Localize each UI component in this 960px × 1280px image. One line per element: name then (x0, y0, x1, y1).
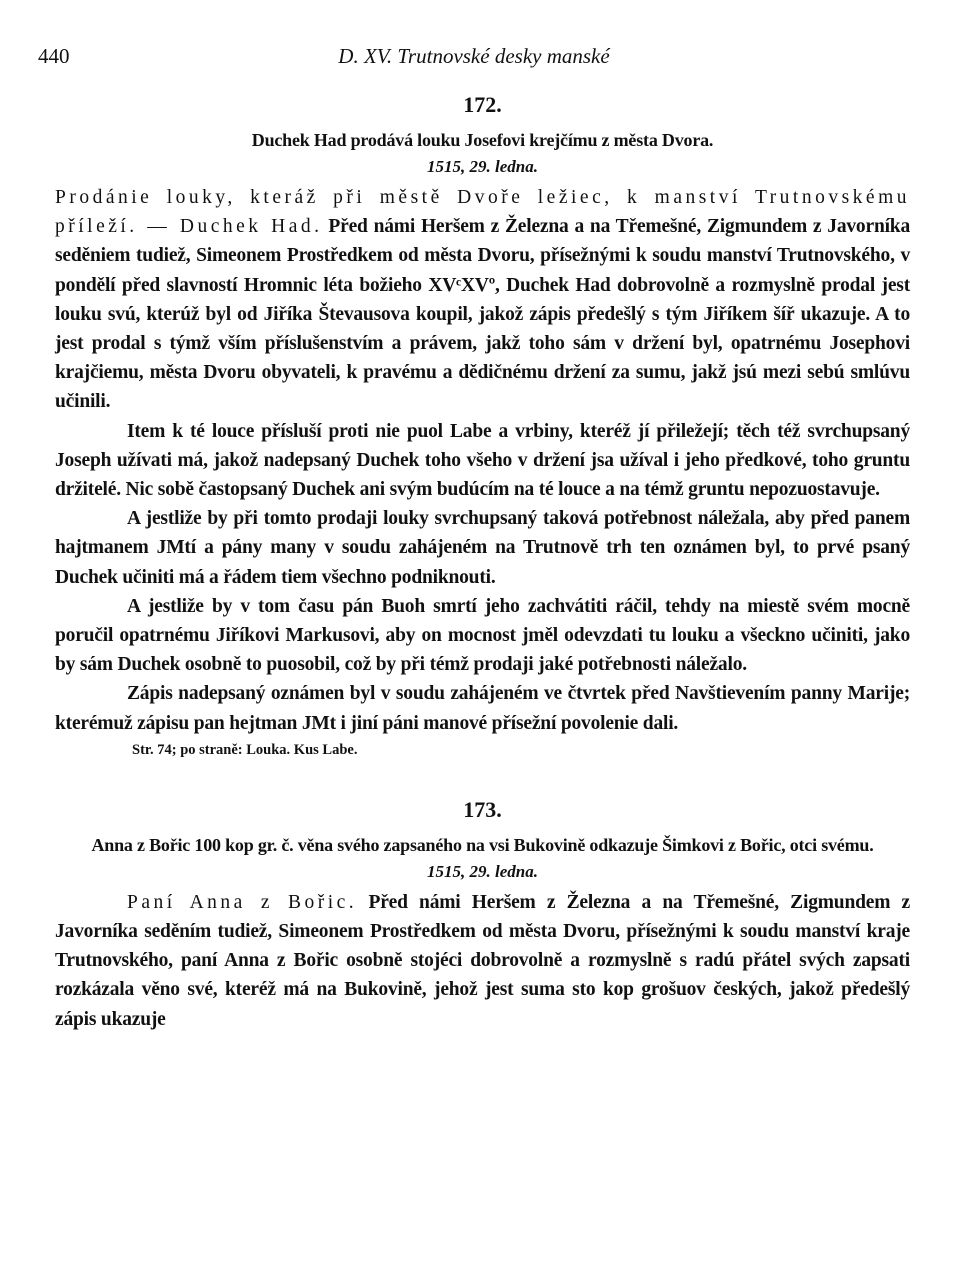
entry-paragraph: Zápis nadepsaný oznámen byl v soudu zahájeném ve čtvrtek před Navštievením panny Marije; kterémuž zápisu pan hejtman JMt i jiní páni manové přísežní povolenie dali. (55, 683, 910, 734)
entry-paragraph: Item k té louce přísluší proti nie puol Labe a vrbiny, kteréž jí přiležejí; těch též svrchupsaný Joseph užívati má, jakož nadepsaný Duchek toho všeho v držení jsa užíval i jeho předkové, toho gruntu držitelé. Nic sobě častopsaný Duchek ani svým budúcím na té louce a na témž gruntu nepozuostavuje. (55, 420, 910, 501)
entry-date: 1515, 29. ledna. (427, 861, 538, 881)
entry-paragraph-text: Před námi Heršem z Železna a na Třemešné, Zigmundem z Javorníka seděniem tudiež, Simeonem Prostředkem od města Dvoru, přísežnými k soudu manství Trutnovského, v pondělí před slavností Hromnic léta božieho XVᶜXVº, Duchek Had dobrovolně a rozmyslně prodal jest louku svú, kterúž byl od Jiříka Števausova koupil, jakož zápis předešlý s tým Jiříkem šíř ukazuje. A to jest prodal s týmž vším příslušenstvím a právem, jakž toho sám v držení byl, opatrnému Josephovi krajčiemu, města Dvoru obyvateli, k pravému a dědičnému držení za sumu, jakž jsú mezi sebú smlúvu učinili. (55, 216, 910, 413)
running-title: D. XV. Trutnovské desky manské (338, 44, 610, 68)
entry-paragraph: A jestliže by v tom času pán Buoh smrtí jeho zachvátiti ráčil, tehdy na miestě svém mocně poručil opatrnému Jiříkovi Markusovi, aby on mocnost jměl odevzdati tu louku a všeckno učiniti, jako by sám Duchek osobně to puosobil, což by při témž prodaji jaké potřebnosti náležalo. (55, 595, 910, 676)
entry-paragraph (55, 888, 910, 1034)
entry-paragraph (55, 183, 910, 417)
page-number: 440 (38, 44, 70, 68)
source-note: Str. 74; po straně: Louka. Kus Labe. (132, 741, 358, 758)
entry-paragraph-text: Před námi Heršem z Železna a na Třemešné, Zigmundem z Javorníka seděním tudiež, Simeonem Prostředkem od města Dvoru, přísežnými k soudu manství kraje Trutnovského, paní Anna z Bořic osobně stojéci dobrovolně a rozmyslně s radú přátel svých zapsati rozkázala věno své, kteréž má na Bukovině, jehož jest suma sto kop grošuov českých, jakož předešlý zápis ukazuje (55, 891, 910, 1030)
entry-paragraph: A jestliže by při tomto prodaji louky svrchupsaný taková potřebnost náležala, aby před panem hajtmanem JMtí a pány many v soudu zahájeném na Trutnově trh ten oznámen byl, to prvé psaný Duchek učiniti má a řádem tiem všechno podniknouti. (55, 508, 910, 588)
entry-title: Duchek Had prodává louku Josefovi krejčímu z města Dvora. (251, 130, 714, 150)
entry-number: 172. (463, 92, 502, 117)
entry-separator (55, 759, 910, 797)
entry-title: Anna z Bořic 100 kop gr. č. věna svého zapsaného na vsi Bukovině odkazuje Šimkovi z Bořic, otci svému. (91, 834, 874, 855)
entry-opening: Paní Anna z Bořic. (127, 891, 358, 913)
entry-date: 1515, 29. ledna. (427, 157, 538, 176)
entry-number: 173. (463, 796, 502, 822)
entry-opening: Prodánie louky, kteráž při městě Dvoře ležiec, k manství Trutnovskému příleží. — Duchek Had. (55, 187, 910, 238)
page-content (55, 92, 910, 1034)
running-head (38, 44, 910, 74)
